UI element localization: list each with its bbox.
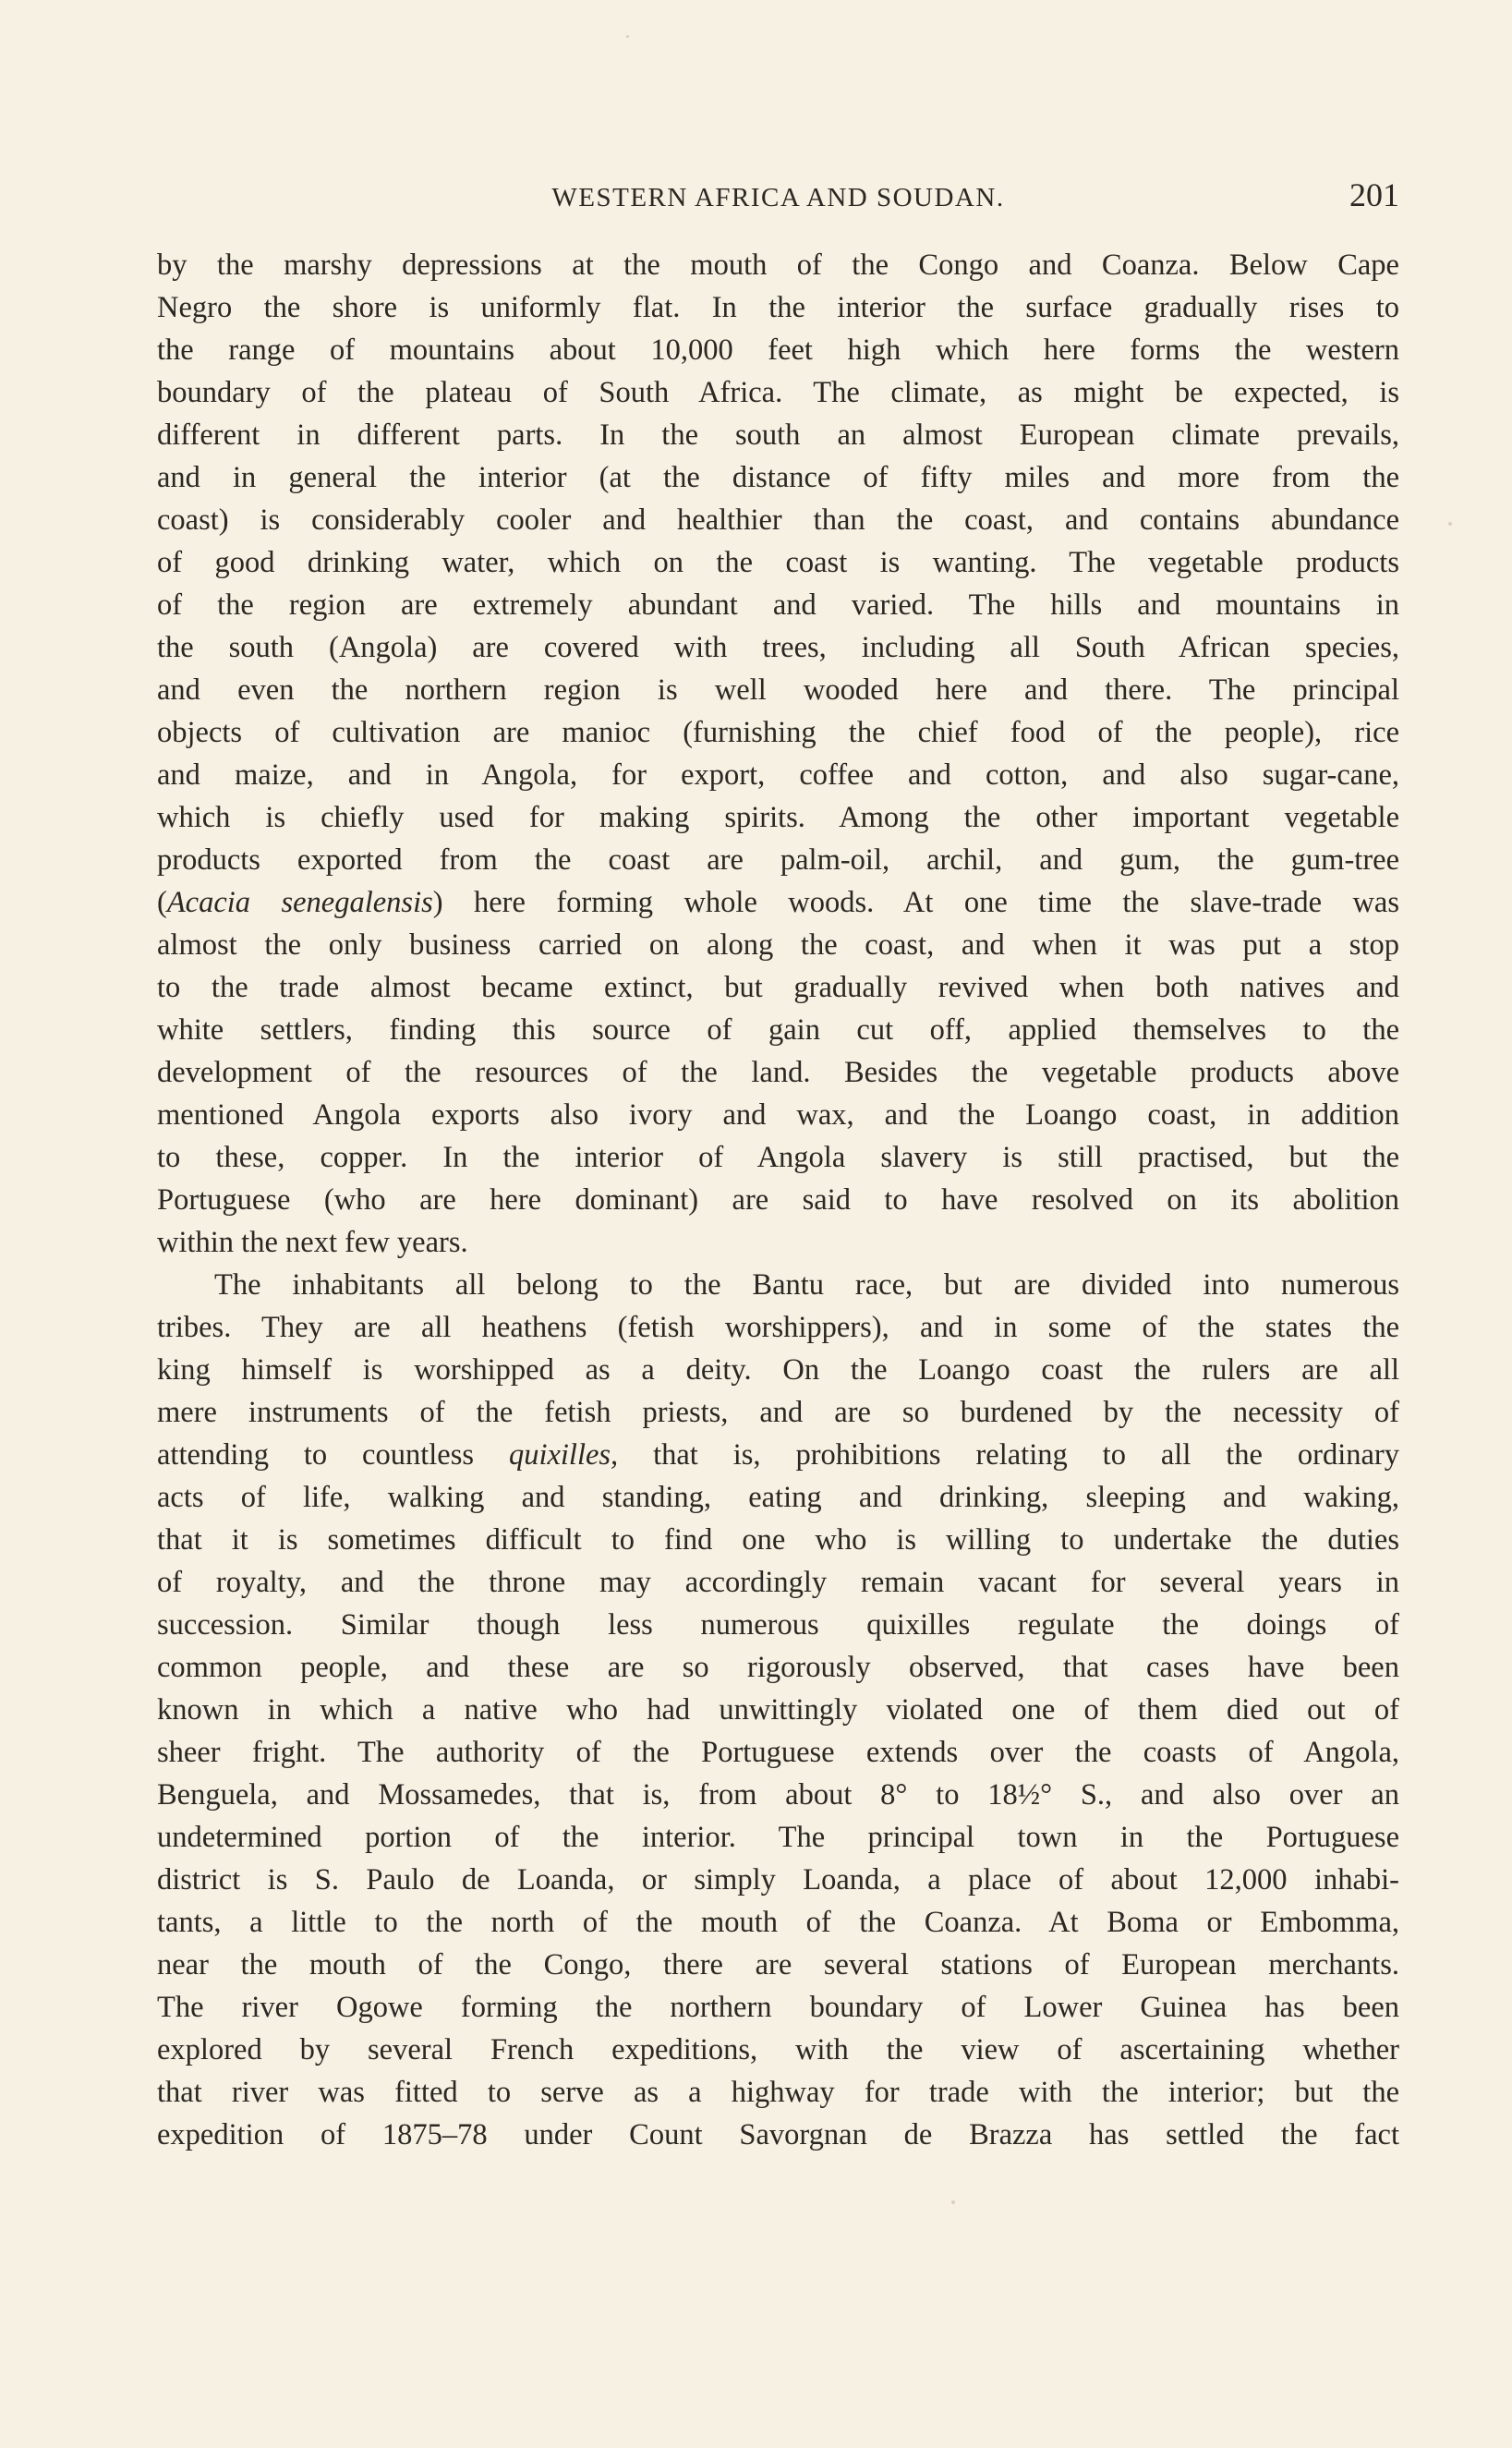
text-line: which is chiefly used for making spirits. Among the other important vegetable	[157, 801, 1399, 834]
paragraph-end-line: within the next few years.	[157, 1226, 468, 1259]
text-line: development of the resources of the land. Besides the vegetable products above	[157, 1056, 1399, 1089]
text-line: acts of life, walking and standing, eating and drinking, sleeping and waking,	[157, 1481, 1399, 1514]
text-line: and even the northern region is well wooded here and there. The principal	[157, 673, 1399, 707]
text-line: coast) is considerably cooler and healthier than the coast, and contains abundance	[157, 503, 1399, 537]
text-line: products exported from the coast are palm-oil, archil, and gum, the gum-tree	[157, 843, 1399, 877]
text-line: known in which a native who had unwittingly violated one of them died out of	[157, 1693, 1399, 1727]
text-line: and maize, and in Angola, for export, coffee and cotton, and also sugar-cane,	[157, 758, 1399, 792]
text-line: Negro the shore is uniformly flat. In the interior the surface gradually rises to	[157, 291, 1399, 324]
paper-speck	[951, 2200, 955, 2204]
text-line: explored by several French expeditions, with the view of ascertaining whether	[157, 2033, 1399, 2066]
text-line: The river Ogowe forming the northern boundary of Lower Guinea has been	[157, 1991, 1399, 2024]
text-line: mentioned Angola exports also ivory and wax, and the Loango coast, in addition	[157, 1098, 1399, 1132]
species-name: Acacia senegalensis	[166, 886, 433, 919]
text-line: district is S. Paulo de Loanda, or simply Loanda, a place of about 12,000 inhabi-	[157, 1863, 1399, 1897]
text-line: that river was fitted to serve as a highway for trade with the interior; but the	[157, 2076, 1399, 2109]
text-line: sheer fright. The authority of the Portuguese extends over the coasts of Angola,	[157, 1736, 1399, 1769]
paper-speck	[626, 35, 629, 38]
text-line: near the mouth of the Congo, there are several stations of European merchants.	[157, 1948, 1399, 1981]
text-line: of good drinking water, which on the coast is wanting. The vegetable products	[157, 546, 1399, 579]
text-line: white settlers, finding this source of gain cut off, applied themselves to the	[157, 1013, 1399, 1047]
text-line: expedition of 1875–78 under Count Savorgnan de Brazza has settled the fact	[157, 2118, 1399, 2151]
paragraph-start-line: The inhabitants all belong to the Bantu race, but are divided into numerous	[214, 1268, 1399, 1302]
text-run: (	[157, 886, 167, 919]
text-line	[157, 881, 1399, 924]
text-line: to these, copper. In the interior of Angola slavery is still practised, but the	[157, 1141, 1399, 1174]
text-line: boundary of the plateau of South Africa. The climate, as might be expected, is	[157, 376, 1399, 409]
text-line: succession. Similar though less numerous quixilles regulate the doings of	[157, 1608, 1399, 1642]
text-line: the range of mountains about 10,000 feet high which here forms the western	[157, 333, 1399, 367]
text-line: to the trade almost became extinct, but gradually revived when both natives and	[157, 971, 1399, 1004]
text-line: and in general the interior (at the distance of fifty miles and more from the	[157, 461, 1399, 494]
page-number: 201	[1349, 176, 1399, 213]
text-line: by the marshy depressions at the mouth of the Congo and Coanza. Below Cape	[157, 248, 1399, 282]
italic-term: quixilles,	[508, 1438, 619, 1472]
text-line: Portuguese (who are here dominant) are said to have resolved on its abolition	[157, 1183, 1399, 1217]
text-line: Benguela, and Mossamedes, that is, from about 8° to 18½° S., and also over an	[157, 1778, 1399, 1812]
text-line	[157, 1434, 1399, 1476]
running-head: WESTERN AFRICA AND SOUDAN.	[551, 183, 1005, 212]
text-line: objects of cultivation are manioc (furnishing the chief food of the people), rice	[157, 716, 1399, 749]
text-line: tants, a little to the north of the mouth of the Coanza. At Boma or Embomma,	[157, 1906, 1399, 1939]
text-line: different in different parts. In the south an almost European climate prevails,	[157, 418, 1399, 452]
page-header	[157, 176, 1399, 222]
text-run: ) here forming whole woods. At one time the slave-trade was	[432, 886, 1399, 919]
text-line: tribes. They are all heathens (fetish worshippers), and in some of the states the	[157, 1311, 1399, 1344]
text-line: king himself is worshipped as a deity. On the Loango coast the rulers are all	[157, 1353, 1399, 1387]
text-line: that it is sometimes difficult to find one who is willing to undertake the duties	[157, 1523, 1399, 1557]
text-line: the south (Angola) are covered with trees, including all South African species,	[157, 631, 1399, 664]
text-line: mere instruments of the fetish priests, and are so burdened by the necessity of	[157, 1396, 1399, 1429]
text-line: undetermined portion of the interior. The principal town in the Portuguese	[157, 1821, 1399, 1854]
paper-speck	[1448, 522, 1452, 526]
body-text	[157, 244, 1399, 2156]
text-run: that is, prohibitions relating to all the ordinary	[618, 1438, 1399, 1472]
text-line: of the region are extremely abundant and varied. The hills and mountains in	[157, 588, 1399, 622]
text-line: of royalty, and the throne may accordingly remain vacant for several years in	[157, 1566, 1399, 1599]
text-line: common people, and these are so rigorously observed, that cases have been	[157, 1651, 1399, 1684]
text-run: attending to countless	[157, 1438, 509, 1472]
text-line: almost the only business carried on along the coast, and when it was put a stop	[157, 928, 1399, 962]
